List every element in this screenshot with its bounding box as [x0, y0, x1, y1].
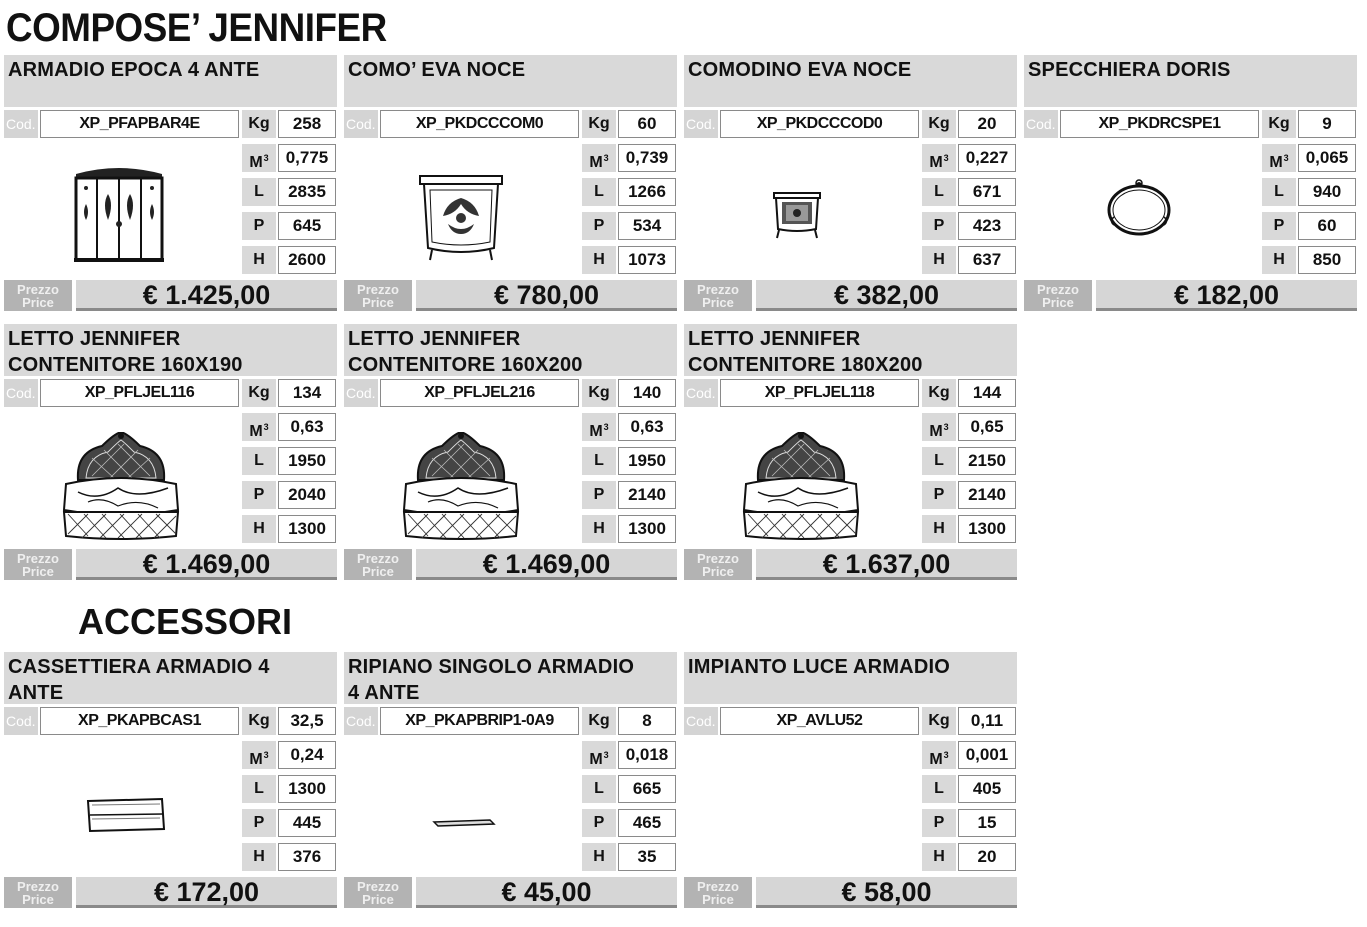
page-title: COMPOSE’ JENNIFER — [6, 6, 387, 50]
volume-label: $M^3$ — [582, 144, 616, 172]
depth-label: P — [582, 212, 616, 240]
weight-value: 0,11 — [958, 707, 1016, 735]
weight-label: Kg — [582, 707, 616, 735]
height-label: H — [582, 515, 616, 543]
weight-value: 8 — [618, 707, 676, 735]
product-code: XP_PKAPBCAS1 — [40, 707, 239, 735]
weight-value: 60 — [618, 110, 676, 138]
code-label: Cod. — [344, 707, 378, 735]
code-label: Cod. — [344, 379, 378, 407]
product-title-line2: ANTE — [8, 682, 64, 704]
product-title — [344, 55, 677, 107]
product-title-line1: LETTO JENNIFER — [8, 328, 181, 350]
price-value: € 1.469,00 — [76, 549, 337, 580]
height-label: H — [242, 515, 276, 543]
product-card — [4, 55, 337, 315]
length-value: 405 — [958, 775, 1016, 803]
price-label: Prezzo Price — [1024, 280, 1092, 311]
product-title — [4, 55, 337, 107]
weight-label: Kg — [1262, 110, 1296, 138]
height-label: H — [582, 246, 616, 274]
code-label: Cod. — [684, 110, 718, 138]
volume-label: $M^3$ — [922, 144, 956, 172]
height-label: H — [922, 246, 956, 274]
length-value: 2835 — [278, 178, 336, 206]
product-card — [344, 324, 677, 584]
price-value: € 1.637,00 — [756, 549, 1017, 580]
volume-label: $M^3$ — [242, 413, 276, 441]
product-title-line1: LETTO JENNIFER — [348, 328, 521, 350]
price-label: Prezzo Price — [4, 549, 72, 580]
length-label: L — [582, 775, 616, 803]
volume-value: 0,775 — [278, 144, 336, 172]
product-title-line2: CONTENITORE 180X200 — [688, 354, 923, 376]
weight-value: 144 — [958, 379, 1016, 407]
shelf-icon — [432, 815, 496, 825]
code-label: Cod. — [1024, 110, 1058, 138]
depth-label: P — [242, 212, 276, 240]
code-label: Cod. — [4, 707, 38, 735]
product-card — [1024, 55, 1357, 315]
height-label: H — [242, 246, 276, 274]
wardrobe-4-door-icon — [72, 164, 166, 264]
depth-label: P — [922, 212, 956, 240]
product-title-line1: RIPIANO SINGOLO ARMADIO — [348, 656, 635, 678]
weight-value: 258 — [278, 110, 336, 138]
product-title-line1: COMODINO EVA NOCE — [688, 59, 912, 81]
volume-value: 0,065 — [1298, 144, 1356, 172]
weight-label: Kg — [922, 110, 956, 138]
price-label: Prezzo Price — [344, 280, 412, 311]
product-title — [4, 324, 337, 376]
weight-label: Kg — [582, 379, 616, 407]
product-title — [1024, 55, 1357, 107]
nightstand-icon — [772, 191, 822, 239]
product-title — [344, 652, 677, 704]
product-code: XP_AVLU52 — [720, 707, 919, 735]
price-value: € 1.425,00 — [76, 280, 337, 311]
weight-value: 140 — [618, 379, 676, 407]
weight-value: 9 — [1298, 110, 1356, 138]
price-label: Prezzo Price — [684, 280, 752, 311]
height-value: 35 — [618, 843, 676, 871]
chest-of-drawers-icon — [418, 172, 504, 262]
depth-value: 645 — [278, 212, 336, 240]
code-label: Cod. — [4, 379, 38, 407]
length-label: L — [582, 178, 616, 206]
price-label: Prezzo Price — [4, 877, 72, 908]
height-value: 637 — [958, 246, 1016, 274]
weight-value: 20 — [958, 110, 1016, 138]
accessories-title: ACCESSORI — [78, 601, 293, 642]
product-title-line1: IMPIANTO LUCE ARMADIO — [688, 656, 950, 678]
volume-value: 0,739 — [618, 144, 676, 172]
volume-value: 0,65 — [958, 413, 1016, 441]
bed-icon — [738, 432, 864, 540]
weight-label: Kg — [582, 110, 616, 138]
product-card — [344, 55, 677, 315]
price-value: € 45,00 — [416, 877, 677, 908]
volume-label: $M^3$ — [242, 741, 276, 769]
volume-value: 0,227 — [958, 144, 1016, 172]
price-label: Prezzo Price — [684, 549, 752, 580]
depth-value: 2140 — [958, 481, 1016, 509]
volume-label: $M^3$ — [582, 741, 616, 769]
depth-value: 2040 — [278, 481, 336, 509]
length-value: 1950 — [618, 447, 676, 475]
length-value: 1950 — [278, 447, 336, 475]
depth-label: P — [922, 481, 956, 509]
height-value: 1300 — [958, 515, 1016, 543]
length-value: 2150 — [958, 447, 1016, 475]
product-title — [684, 324, 1017, 376]
product-title — [684, 652, 1017, 704]
code-label: Cod. — [4, 110, 38, 138]
depth-label: P — [922, 809, 956, 837]
code-label: Cod. — [684, 379, 718, 407]
length-label: L — [242, 178, 276, 206]
product-code: XP_PFLJEL118 — [720, 379, 919, 407]
price-value: € 172,00 — [76, 877, 337, 908]
volume-value: 0,018 — [618, 741, 676, 769]
volume-label: $M^3$ — [922, 413, 956, 441]
price-value: € 58,00 — [756, 877, 1017, 908]
volume-value: 0,63 — [618, 413, 676, 441]
height-value: 2600 — [278, 246, 336, 274]
depth-label: P — [1262, 212, 1296, 240]
product-code: XP_PFAPBAR4E — [40, 110, 239, 138]
length-value: 665 — [618, 775, 676, 803]
volume-label: $M^3$ — [922, 741, 956, 769]
weight-label: Kg — [922, 379, 956, 407]
product-title — [684, 55, 1017, 107]
product-code: XP_PKDRCSPE1 — [1060, 110, 1259, 138]
product-card — [684, 652, 1017, 912]
product-title — [4, 652, 337, 704]
code-label: Cod. — [684, 707, 718, 735]
length-label: L — [922, 775, 956, 803]
volume-label: $M^3$ — [242, 144, 276, 172]
depth-value: 465 — [618, 809, 676, 837]
depth-value: 15 — [958, 809, 1016, 837]
volume-value: 0,001 — [958, 741, 1016, 769]
price-value: € 1.469,00 — [416, 549, 677, 580]
height-label: H — [922, 515, 956, 543]
length-label: L — [242, 775, 276, 803]
bed-icon — [58, 432, 184, 540]
height-value: 376 — [278, 843, 336, 871]
length-value: 671 — [958, 178, 1016, 206]
price-label: Prezzo Price — [684, 877, 752, 908]
price-label: Prezzo Price — [344, 877, 412, 908]
drawer-unit-icon — [86, 797, 166, 833]
price-value: € 182,00 — [1096, 280, 1357, 311]
product-title-line1: SPECCHIERA DORIS — [1028, 59, 1231, 81]
length-label: L — [1262, 178, 1296, 206]
height-value: 1300 — [278, 515, 336, 543]
product-title-line2: CONTENITORE 160X200 — [348, 354, 583, 376]
oval-mirror-icon — [1106, 177, 1172, 237]
product-code: XP_PKAPBRIP1-0A9 — [380, 707, 579, 735]
bed-icon — [398, 432, 524, 540]
height-value: 1073 — [618, 246, 676, 274]
length-label: L — [922, 447, 956, 475]
product-title-line1: CASSETTIERA ARMADIO 4 — [8, 656, 270, 678]
weight-value: 32,5 — [278, 707, 336, 735]
volume-value: 0,63 — [278, 413, 336, 441]
weight-label: Kg — [242, 707, 276, 735]
product-code: XP_PKDCCCOD0 — [720, 110, 919, 138]
length-value: 1300 — [278, 775, 336, 803]
product-card — [4, 324, 337, 584]
price-label: Prezzo Price — [344, 549, 412, 580]
product-card — [684, 55, 1017, 315]
product-card — [4, 652, 337, 912]
length-label: L — [922, 178, 956, 206]
weight-label: Kg — [242, 110, 276, 138]
weight-label: Kg — [922, 707, 956, 735]
height-value: 1300 — [618, 515, 676, 543]
product-title-line2: CONTENITORE 160X190 — [8, 354, 243, 376]
length-label: L — [582, 447, 616, 475]
depth-label: P — [242, 481, 276, 509]
price-label: Prezzo Price — [4, 280, 72, 311]
height-value: 850 — [1298, 246, 1356, 274]
depth-label: P — [242, 809, 276, 837]
weight-value: 134 — [278, 379, 336, 407]
weight-label: Kg — [242, 379, 276, 407]
product-title-line1: ARMADIO EPOCA 4 ANTE — [8, 59, 260, 81]
price-value: € 780,00 — [416, 280, 677, 311]
product-title-line2: 4 ANTE — [348, 682, 420, 704]
depth-label: P — [582, 809, 616, 837]
volume-value: 0,24 — [278, 741, 336, 769]
code-label: Cod. — [344, 110, 378, 138]
depth-value: 445 — [278, 809, 336, 837]
depth-label: P — [582, 481, 616, 509]
length-value: 1266 — [618, 178, 676, 206]
depth-value: 423 — [958, 212, 1016, 240]
depth-value: 534 — [618, 212, 676, 240]
height-label: H — [582, 843, 616, 871]
price-value: € 382,00 — [756, 280, 1017, 311]
product-title-line1: LETTO JENNIFER — [688, 328, 861, 350]
product-card — [684, 324, 1017, 584]
height-label: H — [1262, 246, 1296, 274]
product-title — [344, 324, 677, 376]
length-label: L — [242, 447, 276, 475]
height-label: H — [922, 843, 956, 871]
volume-label: $M^3$ — [1262, 144, 1296, 172]
length-value: 940 — [1298, 178, 1356, 206]
depth-value: 60 — [1298, 212, 1356, 240]
product-code: XP_PKDCCCOM0 — [380, 110, 579, 138]
volume-label: $M^3$ — [582, 413, 616, 441]
product-card — [344, 652, 677, 912]
depth-value: 2140 — [618, 481, 676, 509]
height-value: 20 — [958, 843, 1016, 871]
product-code: XP_PFLJEL216 — [380, 379, 579, 407]
height-label: H — [242, 843, 276, 871]
product-title-line1: COMO’ EVA NOCE — [348, 59, 526, 81]
product-code: XP_PFLJEL116 — [40, 379, 239, 407]
